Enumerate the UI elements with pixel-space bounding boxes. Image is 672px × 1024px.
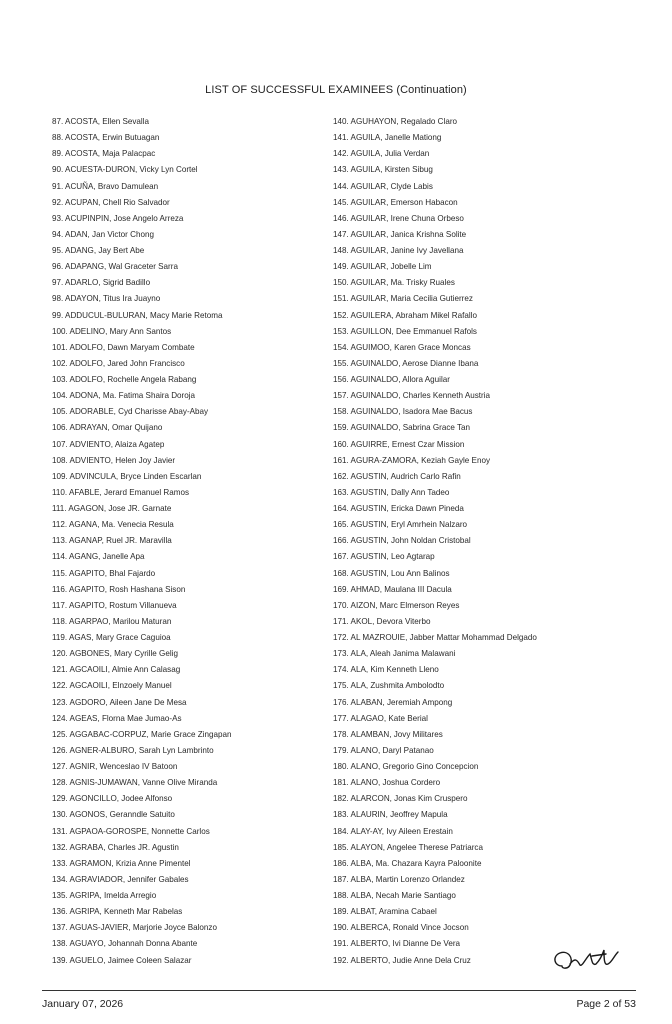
examinee-entry: 175. ALA, Zushmita Ambolodto <box>333 681 445 691</box>
examinee-entry: 126. AGNER-ALBURO, Sarah Lyn Lambrinto <box>52 745 214 755</box>
examinee-entry: 123. AGDORO, Aileen Jane De Mesa <box>52 697 187 707</box>
examinee-entry: 157. AGUINALDO, Charles Kenneth Austria <box>333 391 491 401</box>
examinee-entry: 101. ADOLFO, Dawn Maryam Combate <box>52 342 195 352</box>
examinee-entry: 154. AGUIMOO, Karen Grace Moncas <box>333 342 471 352</box>
examinee-entry: 129. AGONCILLO, Jodee Alfonso <box>52 794 173 804</box>
footer-date: January 07, 2026 <box>42 998 124 1010</box>
examinee-entry: 140. AGUHAYON, Regalado Claro <box>333 117 458 126</box>
examinee-entry: 192. ALBERTO, Judie Anne Dela Cruz <box>333 955 471 965</box>
examinee-entry: 90. ACUESTA-DURON, Vicky Lyn Cortel <box>52 165 198 175</box>
examinee-entry: 170. AIZON, Marc Elmerson Reyes <box>333 600 460 610</box>
signature-icon <box>548 936 628 976</box>
examinee-entry: 111. AGAGON, Jose JR. Garnate <box>52 504 172 513</box>
examinee-entry: 161. AGURA-ZAMORA, Keziah Gayle Enoy <box>333 455 490 465</box>
examinee-entry: 181. ALANO, Joshua Cordero <box>333 778 441 788</box>
examinee-list-left-column <box>52 116 322 971</box>
examinee-entry: 100. ADELINO, Mary Ann Santos <box>52 326 172 336</box>
examinee-entry: 112. AGANA, Ma. Venecia Resula <box>52 520 174 530</box>
examinee-entry: 166. AGUSTIN, John Noldan Cristobal <box>333 536 471 546</box>
examinee-entry: 139. AGUELO, Jaimee Coleen Salazar <box>52 955 192 965</box>
examinee-entry: 180. ALANO, Gregorio Gino Concepcion <box>333 762 479 771</box>
examinee-entry: 106. ADRAYAN, Omar Quijano <box>52 423 163 433</box>
footer-page-number: Page 2 of 53 <box>576 998 636 1010</box>
examinee-entry: 127. AGNIR, Wenceslao IV Batoon <box>52 762 178 771</box>
examinee-entry: 182. ALARCON, Jonas Kim Cruspero <box>333 794 468 804</box>
examinee-entry: 87. ACOSTA, Ellen Sevalla <box>52 117 150 126</box>
examinee-entry: 179. ALANO, Daryl Patanao <box>333 745 434 755</box>
examinee-entry: 147. AGUILAR, Janica Krishna Solite <box>333 229 467 239</box>
examinee-entry: 190. ALBERCA, Ronald Vince Jocson <box>333 923 469 933</box>
examinee-entry: 121. AGCAOILI, Almie Ann Calasag <box>52 665 181 675</box>
examinee-entry: 159. AGUINALDO, Sabrina Grace Tan <box>333 423 471 433</box>
examinee-entry: 171. AKOL, Devora Viterbo <box>333 616 431 626</box>
examinee-entry: 169. AHMAD, Maulana III Dacula <box>333 584 452 594</box>
examinee-entry: 135. AGRIPA, Imelda Arregio <box>52 891 157 900</box>
examinee-entry: 103. ADOLFO, Rochelle Angela Rabang <box>52 375 197 384</box>
examinee-entry: 89. ACOSTA, Maja Palacpac <box>52 149 156 159</box>
examinee-entry: 168. AGUSTIN, Lou Ann Balinos <box>333 568 450 578</box>
examinee-entry: 97. ADARLO, Sigrid Badillo <box>52 278 151 288</box>
examinee-entry: 165. AGUSTIN, Eryl Amrhein Nalzaro <box>333 520 468 530</box>
examinee-entry: 183. ALAURIN, Jeoffrey Mapula <box>333 810 448 820</box>
examinee-entry: 176. ALABAN, Jeremiah Ampong <box>333 697 453 707</box>
footer-divider <box>42 990 636 991</box>
examinee-entry: 145. AGUILAR, Emerson Habacon <box>333 197 458 207</box>
examinee-entry: 172. AL MAZROUIE, Jabber Mattar Mohammad Delgado <box>333 633 537 642</box>
examinee-entry: 186. ALBA, Ma. Chazara Kayra Paloonite <box>333 858 482 868</box>
examinee-entry: 189. ALBAT, Aramina Cabael <box>333 907 437 917</box>
examinee-entry: 163. AGUSTIN, Dally Ann Tadeo <box>333 487 450 497</box>
page-title: LIST OF SUCCESSFUL EXAMINEES (Continuation) <box>205 84 467 96</box>
examinee-entry: 96. ADAPANG, Wal Graceter Sarra <box>52 262 178 272</box>
examinee-entry: 144. AGUILAR, Clyde Labis <box>333 181 433 191</box>
examinee-entry: 88. ACOSTA, Erwin Butuagan <box>52 133 160 143</box>
examinee-entry: 188. ALBA, Necah Marie Santiago <box>333 891 456 900</box>
examinee-entry: 132. AGRABA, Charles JR. Agustin <box>52 842 179 852</box>
examinee-entry: 93. ACUPINPIN, Jose Angelo Arreza <box>52 213 184 223</box>
examinee-entry: 110. AFABLE, Jerard Emanuel Ramos <box>52 487 190 497</box>
examinee-entry: 108. ADVIENTO, Helen Joy Javier <box>52 455 176 465</box>
examinee-entry: 184. ALAY-AY, Ivy Aileen Erestain <box>333 826 453 836</box>
examinee-entry: 174. ALA, Kim Kenneth Lleno <box>333 665 439 675</box>
examinee-entry: 137. AGUAS-JAVIER, Marjorie Joyce Balonzo <box>52 923 217 933</box>
examinee-entry: 98. ADAYON, Titus Ira Juayno <box>52 294 161 304</box>
examinee-entry: 164. AGUSTIN, Ericka Dawn Pineda <box>333 504 464 513</box>
examinee-entry: 177. ALAGAO, Kate Berial <box>333 713 428 723</box>
examinee-entry: 116. AGAPITO, Rosh Hashana Sison <box>52 584 186 594</box>
examinee-entry: 156. AGUINALDO, Allora Aguilar <box>333 375 450 384</box>
examinee-entry: 115. AGAPITO, Bhal Fajardo <box>52 568 156 578</box>
examinee-entry: 107. ADVIENTO, Alaiza Agatep <box>52 439 165 449</box>
examinee-entry: 146. AGUILAR, Irene Chuna Orbeso <box>333 213 464 223</box>
examinee-entry: 128. AGNIS-JUMAWAN, Vanne Olive Miranda <box>52 778 218 788</box>
examinee-entry: 149. AGUILAR, Jobelle Lim <box>333 262 432 272</box>
examinee-entry: 119. AGAS, Mary Grace Caguioa <box>52 633 171 642</box>
examinee-entry: 185. ALAYON, Angelee Therese Patriarca <box>333 842 483 852</box>
examinee-entry: 130. AGONOS, Geranndle Satuito <box>52 810 175 820</box>
examinee-entry: 143. AGUILA, Kirsten Sibug <box>333 165 433 175</box>
examinee-entry: 102. ADOLFO, Jared John Francisco <box>52 358 185 368</box>
examinee-entry: 117. AGAPITO, Rostum Villanueva <box>52 600 177 610</box>
examinee-entry: 125. AGGABAC-CORPUZ, Marie Grace Zingapan <box>52 729 232 739</box>
examinee-entry: 152. AGUILERA, Abraham Mikel Rafallo <box>333 310 477 320</box>
examinee-entry: 153. AGUILLON, Dee Emmanuel Rafols <box>333 326 477 336</box>
examinee-entry: 148. AGUILAR, Janine Ivy Javellana <box>333 246 464 255</box>
examinee-entry: 158. AGUINALDO, Isadora Mae Bacus <box>333 407 473 417</box>
examinee-entry: 173. ALA, Aleah Janima Malawani <box>333 649 456 659</box>
examinee-entry: 91. ACUÑA, Bravo Damulean <box>52 181 159 191</box>
examinee-entry: 113. AGANAP, Ruel JR. Maravilla <box>52 536 172 546</box>
examinee-entry: 141. AGUILA, Janelle Mationg <box>333 133 442 143</box>
examinee-list-right-column <box>333 116 633 971</box>
examinee-entry: 155. AGUINALDO, Aerose Dianne Ibana <box>333 358 479 368</box>
examinee-entry: 92. ACUPAN, Chell Rio Salvador <box>52 197 170 207</box>
examinee-entry: 122. AGCAOILI, Elnzoely Manuel <box>52 681 172 691</box>
examinee-entry: 138. AGUAYO, Johannah Donna Abante <box>52 939 198 949</box>
examinee-entry: 95. ADANG, Jay Bert Abe <box>52 246 145 255</box>
examinee-entry: 191. ALBERTO, Ivi Dianne De Vera <box>333 939 461 949</box>
examinee-entry: 150. AGUILAR, Ma. Trisky Ruales <box>333 278 455 288</box>
examinee-entry: 134. AGRAVIADOR, Jennifer Gabales <box>52 874 189 884</box>
examinee-entry: 118. AGARPAO, Marilou Maturan <box>52 616 172 626</box>
examinee-entry: 142. AGUILA, Julia Verdan <box>333 149 430 159</box>
examinee-entry: 109. ADVINCULA, Bryce Linden Escarlan <box>52 471 202 481</box>
examinee-entry: 99. ADDUCUL-BULURAN, Macy Marie Retoma <box>52 310 223 320</box>
examinee-entry: 187. ALBA, Martin Lorenzo Orlandez <box>333 874 465 884</box>
examinee-entry: 105. ADORABLE, Cyd Charisse Abay-Abay <box>52 407 209 417</box>
examinee-entry: 151. AGUILAR, Maria Cecilia Gutierrez <box>333 294 473 304</box>
examinee-entry: 131. AGPAOA-GOROSPE, Nonnette Carlos <box>52 826 210 836</box>
examinee-entry: 124. AGEAS, Florna Mae Jumao-As <box>52 713 182 723</box>
examinee-entry: 162. AGUSTIN, Audrich Carlo Rafin <box>333 471 461 481</box>
examinee-entry: 114. AGANG, Janelle Apa <box>52 552 145 562</box>
examinee-entry: 104. ADONA, Ma. Fatima Shaira Doroja <box>52 391 196 401</box>
examinee-entry: 178. ALAMBAN, Jovy Militares <box>333 729 443 739</box>
examinee-entry: 133. AGRAMON, Krizia Anne Pimentel <box>52 858 191 868</box>
examinee-entry: 136. AGRIPA, Kenneth Mar Rabelas <box>52 907 183 917</box>
examinee-entry: 167. AGUSTIN, Leo Agtarap <box>333 552 435 562</box>
examinee-entry: 160. AGUIRRE, Ernest Czar Mission <box>333 439 465 449</box>
examinee-entry: 120. AGBONES, Mary Cyrille Gelig <box>52 649 178 659</box>
examinee-entry: 94. ADAN, Jan Victor Chong <box>52 229 154 239</box>
